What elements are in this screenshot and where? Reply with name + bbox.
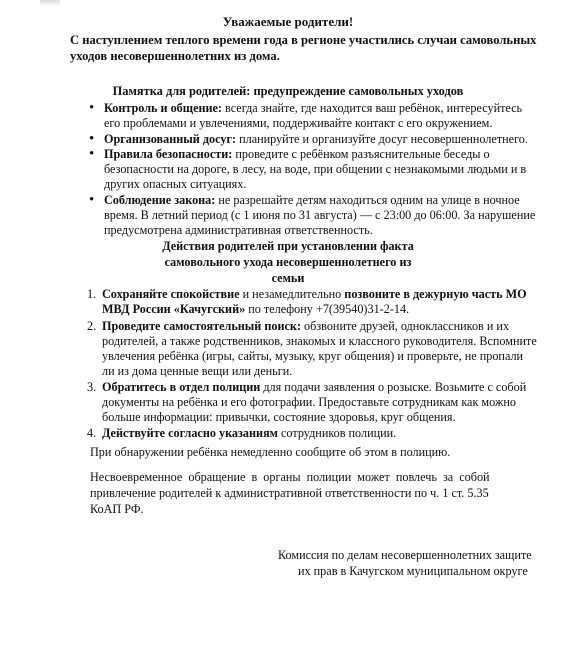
signature-line-2: их прав в Качугском муниципальном округе	[298, 564, 528, 578]
bullet-3-line-3: других опасных ситуациях.	[104, 177, 247, 191]
bullet-2-line-1	[104, 132, 528, 147]
step-2-line-2: родителей, а также родственников, знакомых и классного руководителя. Вспомните	[102, 334, 537, 348]
bullet-2-lead: Организованный досуг:	[104, 132, 237, 146]
bullet-4-text: не разрешайте детям находиться одним на улице в ночное	[215, 193, 520, 207]
bullet-4-line-2: время. В летний период (с 1 июня по 31 августа) — с 23:00 до 06:00. За нарушение	[104, 208, 536, 222]
step-4-text: сотрудников полиции.	[277, 426, 397, 440]
scan-artifact	[40, 0, 60, 6]
step-3-line-1	[102, 380, 526, 395]
step-3-line-3: больше информации: привычки, состояние здоровья, круг общения.	[102, 410, 456, 424]
step-2-line-4: ли из дома ценные вещи или деньги.	[102, 364, 293, 378]
step-1-line-1	[102, 287, 527, 302]
memo-title: Памятка для родителей: предупреждение самовольных уходов	[112, 84, 464, 98]
document-title: Уважаемые родители!	[222, 14, 354, 29]
step-3-text: для подачи заявления о розыске. Возьмите с собой	[260, 380, 527, 394]
bullet-mark: •	[89, 131, 95, 147]
bullet-4-lead: Соблюдение закона:	[104, 193, 216, 207]
step-4-line-1	[102, 426, 396, 441]
step-2-number: 2.	[87, 319, 97, 333]
step-3-line-2: документы на ребёнка и его фотографии. Предоставьте сотрудникам как можно	[102, 395, 516, 409]
bullet-3-lead: Правила безопасности:	[104, 147, 233, 161]
bullet-4-line-1	[104, 193, 520, 208]
step-4-lead: Действуйте согласно указаниям	[102, 426, 278, 440]
signature-line-1: Комиссия по делам несовершеннолетних защите	[278, 548, 532, 562]
actions-title-line-3: семьи	[271, 271, 305, 285]
bullet-mark: •	[89, 192, 95, 208]
bullet-mark: •	[89, 146, 95, 162]
bullet-1-line-2: его проблемами и увлечениями, поддерживайте контакт с его окружением.	[104, 116, 493, 130]
bullet-3-line-2: безопасности на дороге, в лесу, на воде, при общении с незнакомыми людьми и в	[104, 162, 527, 176]
bullet-3-text: проведите с ребёнком разъяснительные беседы о	[232, 147, 490, 161]
bullet-2-text: планируйте и организуйте досуг несовершеннолетнего.	[236, 132, 528, 146]
step-1-line-2	[102, 302, 409, 317]
step-1-phone: по телефону +7(39540)31-2-14.	[245, 302, 410, 316]
warning-line-1: Несвоевременное обращение в органы полиции может повлечь за собой	[90, 470, 490, 484]
step-2-lead: Проведите самостоятельный поиск:	[102, 319, 301, 333]
step-2-line-1	[102, 319, 509, 334]
step-1-call: позвоните в дежурную часть МО	[344, 287, 527, 301]
notice-text: При обнаружении ребёнка немедленно сообщите об этом в полицию.	[90, 445, 451, 459]
intro-line-1: С наступлением теплого времени года в регионе участились случаи самовольных	[70, 33, 537, 47]
step-3-lead: Обратитесь в отдел полиции	[102, 380, 261, 394]
warning-line-2: привлечение родителей к административной ответственности по ч. 1 ст. 5.35	[90, 486, 489, 500]
actions-title-line-2: самовольного ухода несовершеннолетнего из	[164, 255, 412, 269]
actions-title-line-1: Действия родителей при установлении факта	[162, 239, 414, 253]
step-1-text-a: и незамедлительно	[239, 287, 345, 301]
bullet-mark: •	[89, 100, 95, 116]
bullet-1-lead: Контроль и общение:	[104, 101, 222, 115]
warning-line-3: КоАП РФ.	[90, 502, 144, 516]
bullet-1-line-1	[104, 101, 522, 116]
step-1-police: МВД России «Качугский»	[102, 302, 246, 316]
step-1-number: 1.	[87, 287, 97, 301]
step-4-number: 4.	[87, 426, 97, 440]
bullet-4-line-3: предусмотрена административная ответственность.	[104, 223, 373, 237]
step-1-lead: Сохраняйте спокойствие	[102, 287, 240, 301]
intro-line-2: уходов несовершеннолетних из дома.	[70, 49, 280, 63]
step-2-line-3: увлечения ребёнка (игры, сайты, музыку, круг общения) и проверьте, не пропали	[102, 349, 524, 363]
bullet-1-text: всегда знайте, где находится ваш ребёнок, интересуйтесь	[222, 101, 523, 115]
bullet-3-line-1	[104, 147, 490, 162]
step-2-text: обзвоните друзей, одноклассников и их	[301, 319, 510, 333]
step-3-number: 3.	[87, 380, 97, 394]
